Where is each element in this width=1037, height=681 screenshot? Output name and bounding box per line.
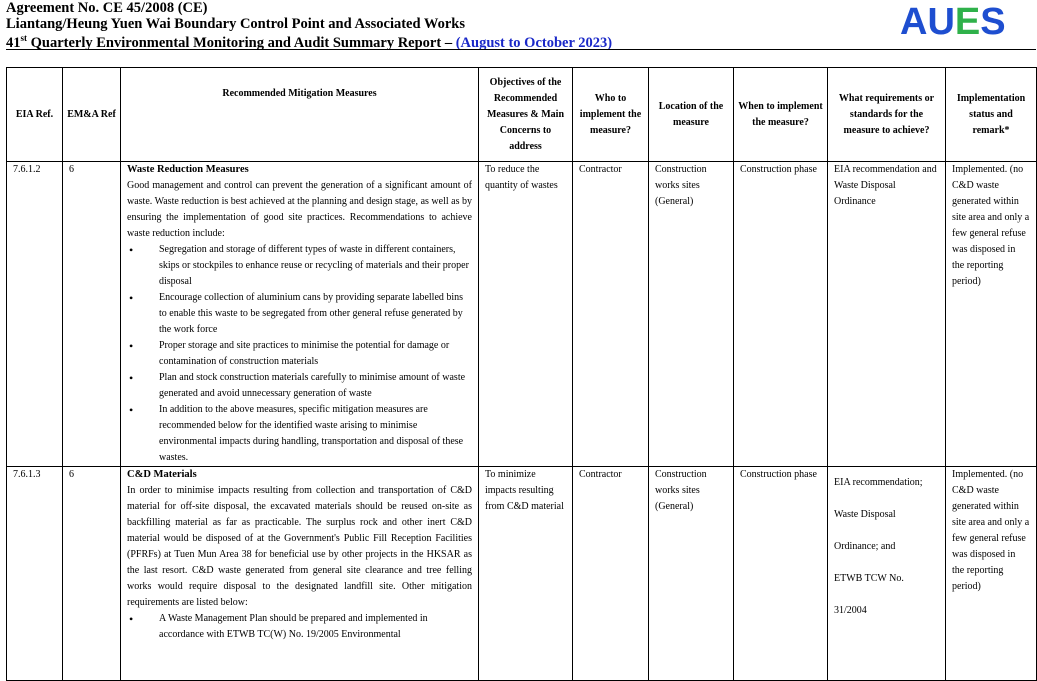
- measure-title: Waste Reduction Measures: [127, 164, 249, 175]
- report-period: (August to October 2023): [455, 34, 613, 51]
- list-item: • Segregation and storage of different types of waste in different containers, skips or stockpiles to enhance reuse or recycling of materials and their proper disposal: [127, 242, 472, 290]
- status-cell: Implemented. (no C&D waste generated within site area and only a few general refuse was disposed in the reporting period): [946, 467, 1037, 681]
- col-status: Implementation status and remark*: [946, 68, 1037, 162]
- measure-paragraph: In order to minimise impacts resulting from collection and transportation of C&D material for off-site disposal, the excavated materials should be reused on-site as backfilling material as far as practicable. The surplus rock and other inert C&D material would be disposed of at the Government's Public Fill Reception Facilities (PFRFs) at Tuen Mun Area 38 for beneficial use by other projects in the HKSAR as the last resort. C&D waste generated from general site clearance and tree felling works would require disposal to the designated landfill site. Other mitigation requirements are listed below:: [127, 485, 472, 608]
- table-row: [7, 467, 1037, 681]
- measure-paragraph: Good management and control can prevent the generation of a significant amount of waste. Waste reduction is best achieved at the planning and design stage, as well as by ensuring the implementation of good site practices. Recommendations to achieve waste reduction include:: [127, 180, 472, 239]
- who-cell: Contractor: [573, 162, 649, 467]
- list-item: • Proper storage and site practices to minimise the potential for damage or contamination of construction materials: [127, 338, 472, 370]
- location-cell: Construction works sites (General): [649, 162, 734, 467]
- objective-cell: To reduce the quantity of wastes: [479, 162, 573, 467]
- when-cell: Construction phase: [734, 162, 828, 467]
- col-requirements: What requirements or standards for the measure to achieve?: [828, 68, 946, 162]
- col-ema-ref: EM&A Ref: [63, 68, 121, 162]
- col-who: Who to implement the measure?: [573, 68, 649, 162]
- measure-title: C&D Materials: [127, 469, 197, 480]
- objective-cell: To minimize impacts resulting from C&D material: [479, 467, 573, 681]
- requirement-line: Waste Disposal: [834, 509, 896, 520]
- requirement-line: ETWB TCW No.: [834, 573, 904, 584]
- ema-ref-cell: 6: [63, 467, 121, 681]
- col-objectives: Objectives of the Recommended Measures & Main Concerns to address: [479, 68, 573, 162]
- table-row: [7, 162, 1037, 467]
- measure-bullets: [127, 242, 472, 466]
- requirement-line: 31/2004: [834, 605, 867, 616]
- list-item: • Encourage collection of aluminium cans by providing separate labelled bins to enable this waste to be segregated from other general refuse generated by the work force: [127, 290, 472, 338]
- mitigation-measures-table: [6, 67, 1037, 681]
- col-when: When to implement the measure?: [734, 68, 828, 162]
- header-rule: [6, 49, 1036, 50]
- who-cell: Contractor: [573, 467, 649, 681]
- eia-ref-cell: 7.6.1.3: [7, 467, 63, 681]
- requirement-line: EIA recommendation;: [834, 477, 923, 488]
- report-title: 41st Quarterly Environmental Monitoring and Audit Summary Report – (August to October 2023): [6, 33, 613, 51]
- when-cell: Construction phase: [734, 467, 828, 681]
- agreement-number: Agreement No. CE 45/2008 (CE): [6, 0, 208, 16]
- measures-cell: [121, 467, 479, 681]
- list-item: • A Waste Management Plan should be prepared and implemented in accordance with ETWB TC(W) No. 19/2005 Environmental: [127, 611, 472, 643]
- table-header-row: [7, 68, 1037, 162]
- aues-logo: AUES: [900, 1, 1006, 43]
- requirement-cell: [828, 467, 946, 681]
- location-cell: Construction works sites (General): [649, 467, 734, 681]
- report-header: [6, 0, 1036, 50]
- eia-ref-cell: 7.6.1.2: [7, 162, 63, 467]
- project-title: Liantang/Heung Yuen Wai Boundary Control Point and Associated Works: [6, 16, 466, 32]
- status-cell: Implemented. (no C&D waste generated within site area and only a few general refuse was disposed in the reporting period): [946, 162, 1037, 467]
- requirement-cell: EIA recommendation and Waste Disposal Ordinance: [828, 162, 946, 467]
- requirement-line: Ordinance; and: [834, 541, 896, 552]
- col-location: Location of the measure: [649, 68, 734, 162]
- col-eia-ref: EIA Ref.: [7, 68, 63, 162]
- col-measures: Recommended Mitigation Measures: [121, 68, 479, 162]
- measures-cell: [121, 162, 479, 467]
- list-item: • In addition to the above measures, specific mitigation measures are recommended below for the identified waste arising to minimise environmental impacts during handling, transportation and disposal of these wastes.: [127, 402, 472, 466]
- list-item: • Plan and stock construction materials carefully to minimise amount of waste generated and avoid unnecessary generation of waste: [127, 370, 472, 402]
- ema-ref-cell: 6: [63, 162, 121, 467]
- measure-bullets: [127, 611, 472, 643]
